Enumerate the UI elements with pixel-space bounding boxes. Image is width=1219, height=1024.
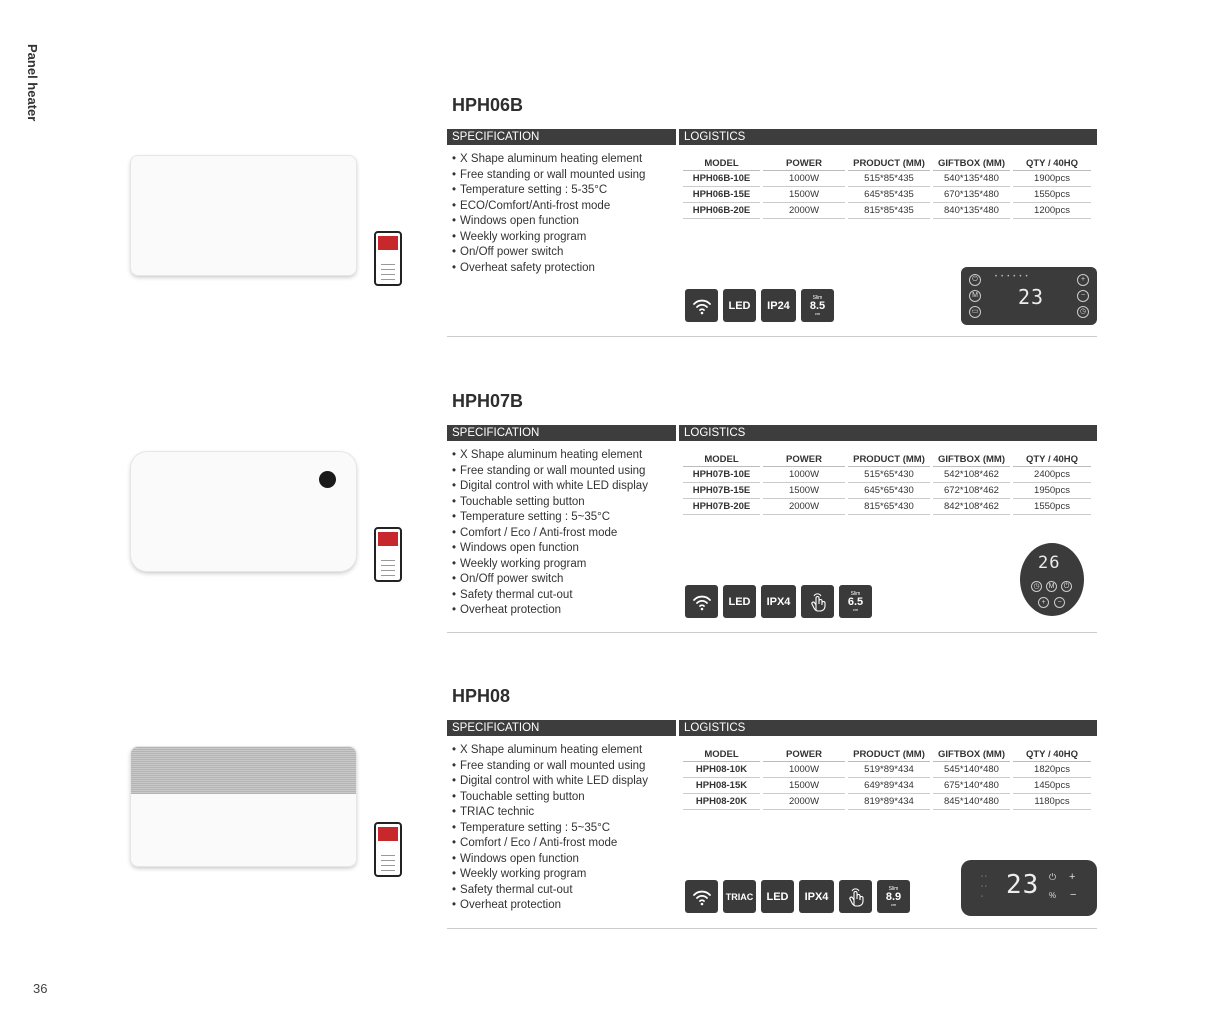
model-cell: HPH06B-10E — [683, 171, 760, 187]
column-header: POWER — [763, 453, 845, 467]
feature-item: • Temperature setting : 5-35°C — [452, 183, 645, 199]
column-header: GIFTBOX (MM) — [933, 748, 1010, 762]
feature-item: • Touchable setting button — [452, 495, 648, 511]
power-cell: 1000W — [763, 171, 845, 187]
specification-header: SPECIFICATION — [447, 720, 676, 736]
slim-value: 8.5 — [809, 299, 826, 312]
feature-item: • Comfort / Eco / Anti-frost mode — [452, 526, 648, 542]
ip-rating-badge: IPX4 — [761, 585, 796, 618]
column-header: PRODUCT (MM) — [848, 453, 930, 467]
led-badge: LED — [723, 289, 756, 322]
touch-hand-icon — [801, 585, 834, 618]
app-temperature: 28 — [384, 540, 392, 547]
slim-unit: cm — [814, 310, 821, 316]
feature-item: • Digital control with white LED display — [452, 479, 648, 495]
control-knob — [319, 471, 336, 488]
giftbox-size-cell: 840*135*480 — [933, 203, 1010, 219]
feature-item: • Overheat safety protection — [452, 261, 645, 277]
feature-item: • Touchable setting button — [452, 790, 648, 806]
column-header: MODEL — [683, 748, 760, 762]
feature-item: • X Shape aluminum heating element — [452, 152, 645, 168]
logistics-table — [683, 748, 1091, 810]
power-icon: ⏻ — [1061, 581, 1072, 592]
power-cell: 1500W — [763, 483, 845, 499]
plus-icon: + — [1038, 597, 1049, 608]
mode-icon: M — [1046, 581, 1057, 592]
badge-row — [685, 880, 910, 913]
feature-item: • Temperature setting : 5~35°C — [452, 510, 648, 526]
column-header: QTY / 40HQ — [1013, 748, 1091, 762]
column-header: POWER — [763, 748, 845, 762]
power-cell: 1000W — [763, 467, 845, 483]
qty-cell: 1550pcs — [1013, 499, 1091, 515]
feature-list — [452, 448, 648, 619]
app-temperature: 28 — [384, 244, 392, 251]
temperature-display: 23 — [1018, 285, 1045, 309]
model-cell: HPH06B-20E — [683, 203, 760, 219]
table-header-row — [683, 748, 1091, 762]
control-panel — [1020, 543, 1084, 616]
feature-item: • Overheat protection — [452, 898, 648, 914]
column-header: GIFTBOX (MM) — [933, 157, 1010, 171]
panel-heater-image — [131, 156, 356, 275]
power-cell: 1500W — [763, 778, 845, 794]
power-cell: 1000W — [763, 762, 845, 778]
product-size-cell: 519*89*434 — [848, 762, 930, 778]
slim-value: 8.9 — [885, 890, 902, 903]
model-cell: HPH08-15K — [683, 778, 760, 794]
status-indicators-icon: •••••• — [995, 274, 1032, 280]
minus-icon: − — [1077, 290, 1089, 302]
badge-row — [685, 585, 872, 618]
product-title: HPH08 — [452, 686, 511, 706]
feature-item: • Overheat protection — [452, 603, 648, 619]
logistics-table — [683, 453, 1091, 515]
section-divider — [447, 928, 1097, 929]
specification-header: SPECIFICATION — [447, 129, 676, 145]
minus-icon: − — [1054, 597, 1065, 608]
column-header: POWER — [763, 157, 845, 171]
feature-item: • Safety thermal cut-out — [452, 588, 648, 604]
feature-item: • On/Off power switch — [452, 245, 645, 261]
qty-cell: 1950pcs — [1013, 483, 1091, 499]
percent-icon: % — [1049, 891, 1057, 900]
feature-item: • Windows open function — [452, 541, 648, 557]
slim-badge — [839, 585, 872, 618]
column-header: MODEL — [683, 157, 760, 171]
smartphone-app-image — [374, 822, 402, 877]
table-row — [683, 483, 1091, 499]
app-temperature: 28 — [384, 835, 392, 842]
qty-cell: 1900pcs — [1013, 171, 1091, 187]
column-header: PRODUCT (MM) — [848, 748, 930, 762]
wifi-icon — [685, 289, 718, 322]
qty-cell: 1200pcs — [1013, 203, 1091, 219]
power-icon: ⏻ — [1049, 872, 1057, 882]
feature-item: • Safety thermal cut-out — [452, 883, 648, 899]
logistics-header: LOGISTICS — [679, 129, 1097, 145]
temperature-display: 23 — [1006, 870, 1040, 900]
table-header-row — [683, 453, 1091, 467]
slim-unit: cm — [852, 606, 859, 612]
slim-badge — [801, 289, 834, 322]
feature-item: • Weekly working program — [452, 557, 648, 573]
timer-icon: ◷ — [1077, 306, 1089, 318]
led-badge: LED — [723, 585, 756, 618]
column-header: PRODUCT (MM) — [848, 157, 930, 171]
model-cell: HPH06B-15E — [683, 187, 760, 203]
feature-item: • ECO/Comfort/Anti-frost mode — [452, 199, 645, 215]
qty-cell: 2400pcs — [1013, 467, 1091, 483]
mode-icon: M — [969, 290, 981, 302]
slim-unit: cm — [890, 901, 897, 907]
column-header: QTY / 40HQ — [1013, 453, 1091, 467]
control-panel — [961, 860, 1097, 916]
giftbox-size-cell: 842*108*462 — [933, 499, 1010, 515]
slim-label: Slim — [812, 294, 823, 301]
power-cell: 1500W — [763, 187, 845, 203]
plus-icon: + — [1077, 274, 1089, 286]
wifi-icon — [685, 585, 718, 618]
minus-icon: − — [1070, 889, 1077, 901]
table-row — [683, 171, 1091, 187]
feature-item: • Free standing or wall mounted using — [452, 168, 645, 184]
feature-list — [452, 743, 648, 914]
feature-item: • Weekly working program — [452, 867, 648, 883]
logistics-header: LOGISTICS — [679, 425, 1097, 441]
column-header: GIFTBOX (MM) — [933, 453, 1010, 467]
panel-heater-image — [131, 452, 356, 571]
model-cell: HPH08-10K — [683, 762, 760, 778]
feature-item: • X Shape aluminum heating element — [452, 448, 648, 464]
product-size-cell: 645*85*435 — [848, 187, 930, 203]
feature-item: • Free standing or wall mounted using — [452, 464, 648, 480]
section-divider — [447, 632, 1097, 633]
feature-item: • Windows open function — [452, 852, 648, 868]
feature-item: • Comfort / Eco / Anti-frost mode — [452, 836, 648, 852]
giftbox-size-cell: 672*108*462 — [933, 483, 1010, 499]
plus-icon: + — [1069, 871, 1076, 883]
table-row — [683, 778, 1091, 794]
smartphone-app-image — [374, 527, 402, 582]
triac-badge: TRIAC — [723, 880, 756, 913]
product-size-cell: 815*85*435 — [848, 203, 930, 219]
giftbox-size-cell: 540*135*480 — [933, 171, 1010, 187]
mode-indicators-icon: ◦ ◦ ◦ ◦ ◦ — [981, 874, 987, 900]
wifi-icon — [685, 880, 718, 913]
feature-list — [452, 152, 645, 276]
temperature-display: 26 — [1038, 553, 1061, 573]
heater-grille — [131, 747, 356, 794]
feature-item: • X Shape aluminum heating element — [452, 743, 648, 759]
feature-item: • Windows open function — [452, 214, 645, 230]
product-size-cell: 649*89*434 — [848, 778, 930, 794]
qty-cell: 1820pcs — [1013, 762, 1091, 778]
table-row — [683, 467, 1091, 483]
giftbox-size-cell: 545*140*480 — [933, 762, 1010, 778]
feature-item: • On/Off power switch — [452, 572, 648, 588]
qty-cell: 1450pcs — [1013, 778, 1091, 794]
product-size-cell: 819*89*434 — [848, 794, 930, 810]
table-row — [683, 499, 1091, 515]
slim-label: Slim — [888, 885, 899, 892]
section-label: Panel heater — [25, 44, 40, 122]
table-row — [683, 794, 1091, 810]
feature-item: • Temperature setting : 5~35°C — [452, 821, 648, 837]
table-row — [683, 187, 1091, 203]
feature-item: • Free standing or wall mounted using — [452, 759, 648, 775]
product-title: HPH07B — [452, 391, 524, 411]
control-panel — [961, 267, 1097, 325]
ip-rating-badge: IPX4 — [799, 880, 834, 913]
timer-icon: ◷ — [1031, 581, 1042, 592]
smartphone-app-image — [374, 231, 402, 286]
giftbox-size-cell: 670*135*480 — [933, 187, 1010, 203]
power-cell: 2000W — [763, 203, 845, 219]
logistics-table — [683, 157, 1091, 219]
model-cell: HPH07B-15E — [683, 483, 760, 499]
column-header: MODEL — [683, 453, 760, 467]
giftbox-size-cell: 845*140*480 — [933, 794, 1010, 810]
model-cell: HPH08-20K — [683, 794, 760, 810]
table-row — [683, 762, 1091, 778]
product-size-cell: 645*65*430 — [848, 483, 930, 499]
qty-cell: 1180pcs — [1013, 794, 1091, 810]
qty-cell: 1550pcs — [1013, 187, 1091, 203]
feature-item: • Weekly working program — [452, 230, 645, 246]
product-size-cell: 515*85*435 — [848, 171, 930, 187]
slim-badge — [877, 880, 910, 913]
table-header-row — [683, 157, 1091, 171]
panel-heater-image — [131, 747, 356, 866]
logistics-header: LOGISTICS — [679, 720, 1097, 736]
giftbox-size-cell: 675*140*480 — [933, 778, 1010, 794]
page-number: 36 — [33, 981, 48, 996]
power-cell: 2000W — [763, 499, 845, 515]
feature-item: • TRIAC technic — [452, 805, 648, 821]
table-row — [683, 203, 1091, 219]
power-icon: ⏻ — [969, 274, 981, 286]
window-icon: ▭ — [969, 306, 981, 318]
touch-hand-icon — [839, 880, 872, 913]
power-cell: 2000W — [763, 794, 845, 810]
column-header: QTY / 40HQ — [1013, 157, 1091, 171]
specification-header: SPECIFICATION — [447, 425, 676, 441]
led-badge: LED — [761, 880, 794, 913]
feature-item: • Digital control with white LED display — [452, 774, 648, 790]
ip-rating-badge: IP24 — [761, 289, 796, 322]
section-divider — [447, 336, 1097, 337]
product-size-cell: 815*65*430 — [848, 499, 930, 515]
product-title: HPH06B — [452, 95, 524, 115]
slim-label: Slim — [850, 590, 861, 597]
slim-value: 6.5 — [847, 595, 864, 608]
giftbox-size-cell: 542*108*462 — [933, 467, 1010, 483]
model-cell: HPH07B-20E — [683, 499, 760, 515]
product-size-cell: 515*65*430 — [848, 467, 930, 483]
badge-row — [685, 289, 834, 322]
model-cell: HPH07B-10E — [683, 467, 760, 483]
